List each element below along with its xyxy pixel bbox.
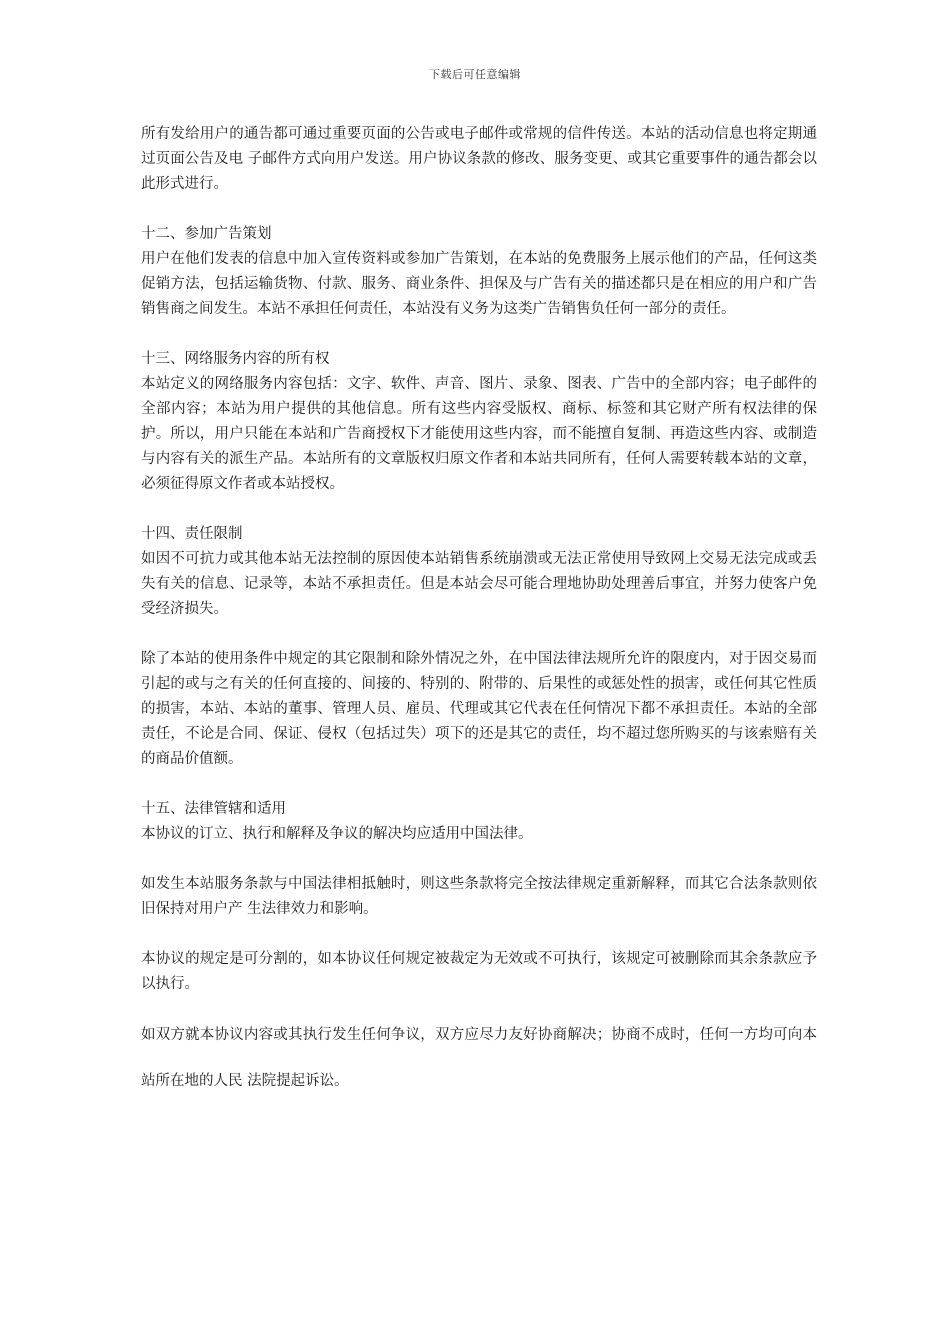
spacer xyxy=(141,847,817,872)
intro-paragraph: 所有发给用户的通告都可通过重要页面的公告或电子邮件或常规的信件传送。本站的活动信息也将定期通过页面公告及电 子邮件方式向用户发送。用户协议条款的修改、服务变更、或其它重要事件的通告都会以此形式进行。 xyxy=(141,126,817,192)
section-15-title: 十五、法律管辖和适用 xyxy=(141,801,286,817)
spacer xyxy=(141,322,817,347)
section-12-title: 十二、参加广告策划 xyxy=(141,226,272,242)
spacer xyxy=(141,922,817,947)
spacer xyxy=(141,497,817,522)
section-15-body-1: 本协议的订立、执行和解释及争议的解决均应适用中国法律。 xyxy=(141,826,533,842)
section-14-body-2: 除了本站的使用条件中规定的其它限制和除外情况之外，在中国法律法规所允许的限度内，对于因交易而引起的或与之有关的任何直接的、间接的、特别的、附带的、后果性的或惩处性的损害，或任何其它性质的损害，本站、本站的董事、管理人员、雇员、代理或其它代表在任何情况下都不承担责任。本站的全部责任，不论是合同、保证、侵权（包括过失）项下的还是其它的责任，均不超过您所购买的与该索赔有关的商品价值额。 xyxy=(141,651,817,767)
spacer xyxy=(141,197,817,222)
spacer xyxy=(141,772,817,797)
section-13-title: 十三、网络服务内容的所有权 xyxy=(141,351,330,367)
section-12-body: 用户在他们发表的信息中加入宣传资料或参加广告策划，在本站的免费服务上展示他们的产品，任何这类促销方法，包括运输货物、付款、服务、商业条件、担保及与广告有关的描述都只是在相应的用户和广告销售商之间发生。本站不承担任何责任，本站没有义务为这类广告销售负任何一部分的责任。 xyxy=(141,251,817,317)
page-header: 下载后可任意编辑 xyxy=(429,68,521,81)
section-15-body-3: 本协议的规定是可分割的，如本协议任何规定被裁定为无效或不可执行，该规定可被删除而其余条款应予以执行。 xyxy=(141,951,817,992)
section-13-body: 本站定义的网络服务内容包括：文字、软件、声音、图片、录象、图表、广告中的全部内容；电子邮件的全部内容；本站为用户提供的其他信息。所有这些内容受版权、商标、标签和其它财产所有权法律的保护。所以，用户只能在本站和广告商授权下才能使用这些内容，而不能擅自复制、再造这些内容、或制造与内容有关的派生产品。本站所有的文章版权归原文作者和本站共同所有，任何人需要转载本站的文章，必须征得原文作者或本站授权。 xyxy=(141,376,817,492)
section-15-body-2: 如发生本站服务条款与中国法律相抵触时，则这些条款将完全按法律规定重新解释，而其它合法条款则依旧保持对用户产 生法律效力和影响。 xyxy=(141,876,817,917)
document-body xyxy=(141,122,817,1104)
section-14-title: 十四、责任限制 xyxy=(141,526,243,542)
section-15-body-4: 如双方就本协议内容或其执行发生任何争议，双方应尽力友好协商解决；协商不成时，任何一方均可向本站所在地的人民 法院提起诉讼。 xyxy=(141,1027,817,1089)
section-14-body-1: 如因不可抗力或其他本站无法控制的原因使本站销售系统崩溃或无法正常使用导致网上交易无法完成或丢失有关的信息、记录等，本站不承担责任。但是本站会尽可能合理地协助处理善后事宜，并努力使客户免受经济损失。 xyxy=(141,551,817,617)
spacer xyxy=(141,622,817,647)
